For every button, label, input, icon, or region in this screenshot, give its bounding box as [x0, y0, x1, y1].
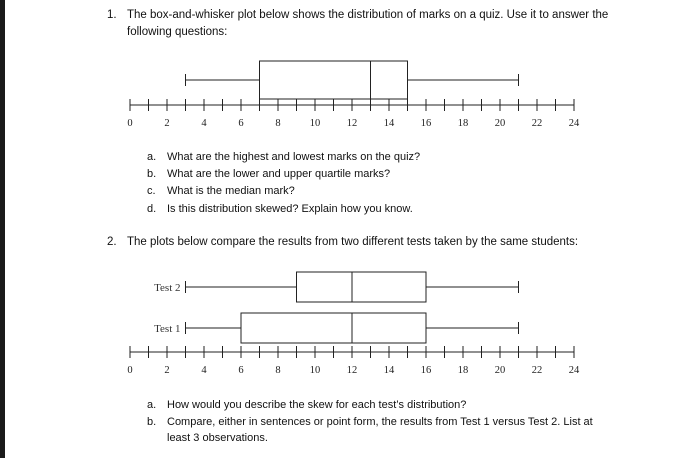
q2-sub-b-text: Compare, either in sentences or point form, the results from Test 1 versus Test 2. List at least 3 observations.	[167, 416, 593, 444]
tick-label-12: 12	[346, 118, 358, 129]
tick-label-18: 18	[457, 118, 469, 129]
q1-sub-d-text: Is this distribution skewed? Explain how you know.	[167, 203, 413, 215]
tick-label-10: 10	[309, 365, 321, 376]
tick-label-8: 8	[275, 365, 281, 376]
question-2-text: The plots below compare the results from two different tests taken by the same students:	[127, 236, 579, 248]
tick-label-24: 24	[568, 365, 580, 376]
tick-label-16: 16	[420, 118, 432, 129]
question-1-number: 1.	[107, 9, 117, 21]
question-1-text-line1: The box-and-whisker plot below shows the distribution of marks on a quiz. Use it to answer the	[127, 9, 609, 21]
tick-label-2: 2	[164, 118, 170, 129]
box-2-iqr-box	[241, 313, 426, 343]
tick-label-18: 18	[457, 365, 469, 376]
tick-label-14: 14	[383, 118, 395, 129]
q1-sub-b-letter: b.	[147, 168, 157, 180]
tick-label-4: 4	[201, 118, 207, 129]
tick-label-22: 22	[531, 118, 543, 129]
box-1-iqr-box	[260, 61, 408, 99]
tick-label-0: 0	[127, 118, 133, 129]
tick-label-14: 14	[383, 365, 395, 376]
box-plot-tests	[0, 260, 700, 390]
tick-label-6: 6	[238, 118, 244, 129]
tick-label-2: 2	[164, 365, 170, 376]
tick-label-0: 0	[127, 365, 133, 376]
tick-label-6: 6	[238, 365, 244, 376]
question-1-text-line2: following questions:	[127, 26, 228, 38]
tick-label-22: 22	[531, 365, 543, 376]
tick-label-24: 24	[568, 118, 580, 129]
q2-sub-a-text: How would you describe the skew for each test’s distribution?	[167, 399, 467, 411]
q2-sub-a-letter: a.	[147, 399, 157, 411]
q1-sub-a-text: What are the highest and lowest marks on the quiz?	[167, 151, 421, 163]
box-1-label: Test 2	[154, 282, 181, 294]
box-2-label: Test 1	[154, 323, 181, 335]
q1-sub-b-text: What are the lower and upper quartile marks?	[167, 168, 391, 180]
box-1-iqr-box	[297, 272, 427, 302]
tick-label-10: 10	[309, 118, 321, 129]
tick-label-12: 12	[346, 365, 358, 376]
tick-label-8: 8	[275, 118, 281, 129]
tick-label-4: 4	[201, 365, 207, 376]
tick-label-20: 20	[494, 118, 506, 129]
q1-sub-c-text: What is the median mark?	[167, 185, 295, 197]
tick-label-20: 20	[494, 365, 506, 376]
q1-sub-c-letter: c.	[147, 185, 156, 197]
q2-sub-b-letter: b.	[147, 416, 157, 428]
q1-sub-d-letter: d.	[147, 203, 157, 215]
q1-sub-a-letter: a.	[147, 151, 157, 163]
tick-label-16: 16	[420, 365, 432, 376]
question-2-number: 2.	[107, 236, 117, 248]
